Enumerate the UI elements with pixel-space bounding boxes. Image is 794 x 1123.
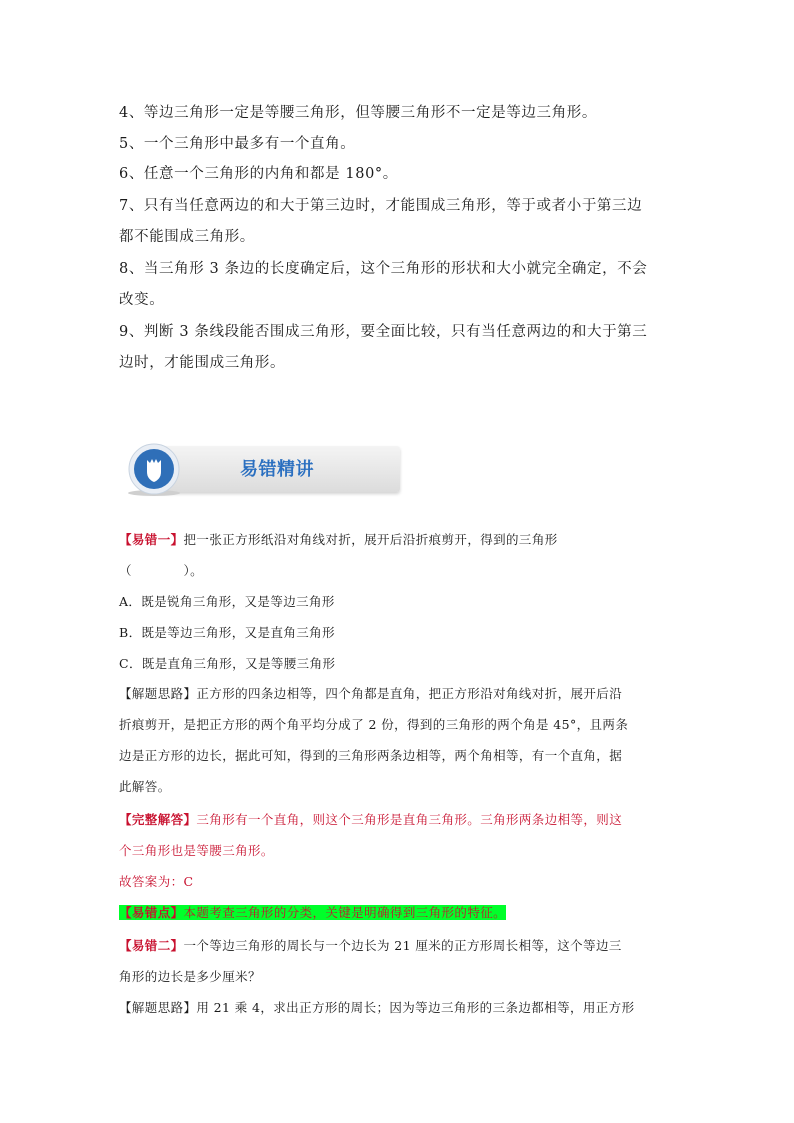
section-title: 易错精讲 [240, 459, 314, 480]
knowledge-point: 7、只有当任意两边的和大于第三边时，才能围成三角形，等于或者小于第三边 [119, 198, 643, 214]
option-c: C．既是直角三角形，又是等腰三角形 [119, 656, 336, 671]
thinking-line: 边是正方形的边长，据此可知，得到的三角形两条边相等，两个角相等，有一个直角，据 [119, 748, 623, 763]
question-2 [119, 936, 679, 956]
thinking-paragraph: 【解题思路】用 21 乘 4，求出正方形的周长；因为等边三角形的三条边都相等，用正方形 [119, 1000, 635, 1015]
answer-line: 个三角形也是等腰三角形。 [119, 843, 274, 858]
final-answer: 故答案为：C [119, 874, 194, 889]
knowledge-point: 9、判断 3 条线段能否围成三角形，要全面比较，只有当任意两边的和大于第三 [119, 324, 648, 340]
thinking-label: 【解题思路】 [119, 686, 197, 701]
answer-label: 【完整解答】 [119, 812, 197, 827]
knowledge-point: 4、等边三角形一定是等腰三角形，但等腰三角形不一定是等边三角形。 [119, 105, 597, 121]
thinking-label: 【解题思路】 [119, 1000, 197, 1015]
option-a: A．既是锐角三角形，又是等边三角形 [119, 594, 335, 609]
thinking-line: 此解答。 [119, 779, 171, 794]
knowledge-point: 5、一个三角形中最多有一个直角。 [119, 136, 356, 152]
thinking-paragraph: 【解题思路】正方形的四条边相等，四个角都是直角，把正方形沿对角线对折，展开后沿 [119, 686, 623, 701]
knowledge-point-continued: 都不能围成三角形。 [119, 229, 255, 245]
knowledge-point: 8、当三角形 3 条边的长度确定后，这个三角形的形状和大小就完全确定，不会 [119, 261, 648, 277]
question-1 [119, 530, 679, 550]
section-banner [122, 443, 400, 497]
answer-paragraph: 【完整解答】三角形有一个直角，则这个三角形是直角三角形。三角形两条边相等，则这 [119, 812, 623, 827]
question-text: 一个等边三角形的周长与一个边长为 21 厘米的正方形周长相等，这个等边三 [183, 938, 622, 953]
thinking-line: 折痕剪开，是把正方形的两个角平均分成了 2 份，得到的三角形的两个角是 45°，且两条 [119, 717, 629, 732]
error-point [119, 903, 679, 923]
error-label: 【易错二】 [119, 938, 184, 953]
error-label: 【易错一】 [119, 532, 184, 547]
error-point-label: 【易错点】 [119, 905, 184, 920]
knowledge-point-continued: 改变。 [119, 292, 165, 308]
knowledge-point-continued: 边时，才能围成三角形。 [119, 355, 286, 371]
option-b: B．既是等边三角形，又是直角三角形 [119, 625, 335, 640]
knowledge-point: 6、任意一个三角形的内角和都是 180°。 [119, 166, 398, 182]
question-1-blank: （ ）。 [119, 563, 204, 578]
question-text: 把一张正方形纸沿对角线对折，展开后沿折痕剪开，得到的三角形 [183, 532, 558, 547]
question-2-line: 角形的边长是多少厘米？ [119, 969, 261, 984]
shield-icon [122, 443, 184, 497]
highlighted-error-point: 【易错点】本题考查三角形的分类，关键是明确得到三角形的特征。 [119, 905, 507, 920]
